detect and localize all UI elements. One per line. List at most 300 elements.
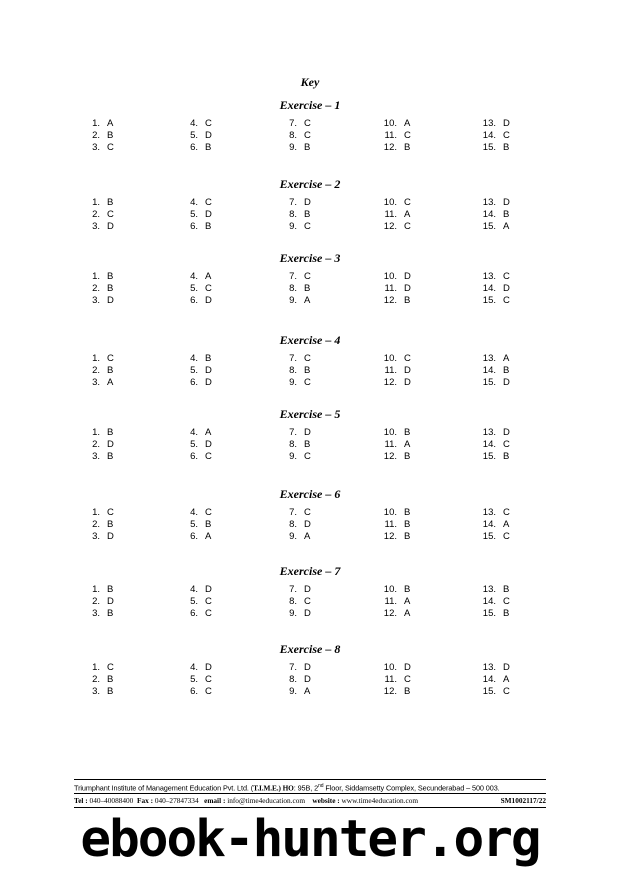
exercise-title: Exercise – 3 [279,251,341,265]
answer-column [178,507,212,543]
answer-letter: D [304,662,311,673]
answer-letter: B [404,427,411,438]
answer-letter: C [503,295,510,306]
answer-column [277,507,311,543]
question-number: 6. [190,142,198,153]
exercise-section [0,487,620,543]
answer-letter: C [205,197,212,208]
answer-row [80,295,114,307]
question-number: 6. [190,608,198,619]
answer-letter: D [503,197,510,208]
answer-row [80,118,114,130]
question-number: 1. [92,584,100,595]
question-number: 5. [190,283,198,294]
answer-row [178,142,212,154]
answer-row [277,686,311,698]
answer-letter: C [404,353,411,364]
exercise-title: Exercise – 7 [279,564,341,578]
question-number: 4. [190,197,198,208]
answer-letter: D [304,608,311,619]
exercise-title: Exercise – 2 [279,177,341,191]
answer-letter: D [205,130,212,141]
answer-letter: A [404,596,411,607]
answer-row [277,365,311,377]
answer-row [476,674,510,686]
answer-row [476,283,510,295]
answer-row [277,674,311,686]
answer-row [476,221,510,233]
question-number: 5. [190,365,198,376]
question-number: 7. [289,197,297,208]
question-number: 7. [289,271,297,282]
answer-row [80,142,114,154]
exercise-section [0,564,620,620]
answer-row [476,353,510,365]
question-number: 7. [289,507,297,518]
answer-letter: C [205,686,212,697]
answer-row [476,118,510,130]
question-number: 13. [482,507,496,518]
answer-letter: C [205,608,212,619]
question-number: 13. [482,118,496,129]
answer-row [476,596,510,608]
answer-row [377,519,410,531]
answer-letter: C [404,674,411,685]
question-number: 10. [383,662,397,673]
answer-row [377,531,410,543]
answer-row [80,130,114,142]
answer-row [476,451,510,463]
answer-row [178,221,212,233]
answer-row [377,283,411,295]
tel-label: Tel : [74,796,88,805]
question-number: 6. [190,451,198,462]
institute-name: Triumphant Institute of Management Education Pvt. Ltd. ( [74,783,254,793]
answer-letter: C [404,197,411,208]
answer-letter: D [503,427,510,438]
answer-letter: C [107,662,114,673]
website-value[interactable]: www.time4education.com [339,796,419,805]
answer-letter: D [404,271,411,282]
exercise-section [0,407,620,463]
question-number: 11. [384,130,397,141]
answer-letter: B [107,451,114,462]
question-number: 8. [289,596,297,607]
answer-row [80,221,114,233]
answer-row [277,608,311,620]
answer-letter: D [404,283,411,294]
answer-row [377,662,411,674]
answer-letter: A [304,686,311,697]
answer-row [277,377,311,389]
answer-row [80,662,114,674]
answer-row [178,584,212,596]
answer-letter: C [205,507,212,518]
answer-letter: C [205,118,212,129]
question-number: 4. [190,507,198,518]
answer-letter: D [107,439,114,450]
answer-row [277,271,311,283]
answer-letter: B [404,686,411,697]
answer-row [277,584,311,596]
question-number: 11. [384,596,397,607]
question-number: 12. [383,531,397,542]
answer-letter: B [205,519,212,530]
answer-letter: B [205,221,212,232]
question-number: 15. [482,295,496,306]
question-number: 10. [383,118,397,129]
exercise-title: Exercise – 6 [279,487,341,501]
answer-row [277,353,311,365]
question-number: 10. [383,197,397,208]
answer-grid [0,353,620,389]
question-number: 10. [383,353,397,364]
answer-row [377,608,410,620]
answer-grid [0,427,620,463]
question-number: 10. [383,271,397,282]
question-number: 5. [190,519,198,530]
answer-row [178,271,212,283]
answer-row [377,295,411,307]
answer-column [476,271,510,307]
answer-row [178,507,212,519]
answer-column [377,662,411,698]
question-number: 10. [383,427,397,438]
answer-letter: C [304,377,311,388]
answer-row [476,531,510,543]
question-number: 4. [190,118,198,129]
answer-letter: D [205,584,212,595]
answer-letter: B [404,451,411,462]
answer-row [476,439,510,451]
tel-value: 040–40088400 [87,796,134,805]
answer-column [178,271,212,307]
question-number: 13. [482,353,496,364]
answer-letter: C [304,271,311,282]
answer-letter: C [205,283,212,294]
question-number: 14. [482,365,496,376]
answer-row [377,439,410,451]
question-number: 12. [383,142,397,153]
question-number: 7. [289,427,297,438]
answer-row [80,596,114,608]
answer-letter: D [205,295,212,306]
answer-letter: D [503,662,510,673]
answer-column [377,353,411,389]
answer-letter: B [404,584,411,595]
answer-column [277,353,311,389]
answer-letter: B [107,283,114,294]
answer-letter: D [107,295,114,306]
exercise-section [0,98,620,154]
question-number: 3. [92,295,100,306]
answer-row [178,596,212,608]
answer-row [377,365,411,377]
answer-letter: B [404,531,411,542]
question-number: 4. [190,584,198,595]
answer-letter: D [205,662,212,673]
answer-row [178,365,212,377]
answer-row [377,209,411,221]
answer-column [277,118,311,154]
answer-column [476,584,510,620]
answer-column [377,271,411,307]
question-number: 15. [482,451,496,462]
answer-row [80,197,114,209]
answer-row [178,295,212,307]
answer-letter: B [107,427,114,438]
answer-row [377,427,410,439]
question-number: 10. [383,507,397,518]
exercise-title: Exercise – 5 [279,407,341,421]
answer-row [277,662,311,674]
answer-letter: A [107,118,114,129]
question-number: 5. [190,209,198,220]
answer-row [178,353,212,365]
question-number: 10. [383,584,397,595]
answer-row [80,608,114,620]
answer-letter: B [304,209,311,220]
answer-row [377,377,411,389]
answer-row [80,283,114,295]
question-number: 7. [289,353,297,364]
answer-column [178,662,212,698]
question-number: 15. [482,531,496,542]
answer-row [178,686,212,698]
question-number: 1. [92,197,100,208]
answer-row [80,209,114,221]
answer-letter: D [304,674,311,685]
question-number: 3. [92,221,100,232]
answer-row [80,353,114,365]
email-label: email : [204,796,226,805]
answer-row [178,519,212,531]
answer-row [80,507,114,519]
answer-letter: C [304,221,311,232]
website-label: website : [312,796,340,805]
question-number: 4. [190,427,198,438]
question-number: 13. [482,427,496,438]
question-number: 8. [289,365,297,376]
answer-row [178,451,212,463]
answer-row [178,439,212,451]
answer-letter: D [107,221,114,232]
question-number: 15. [482,608,496,619]
answer-letter: B [304,283,311,294]
answer-column [277,197,311,233]
question-number: 4. [190,271,198,282]
answer-letter: C [503,439,510,450]
answer-row [277,118,311,130]
answer-letter: B [503,365,510,376]
answer-letter: D [107,531,114,542]
answer-row [476,662,510,674]
answer-column [476,197,510,233]
answer-row [377,118,411,130]
answer-column [277,427,311,463]
answer-row [80,427,114,439]
answer-column [277,584,311,620]
answer-row [178,662,212,674]
answer-row [377,596,410,608]
watermark: ebook-hunter.org [80,810,540,869]
answer-row [476,130,510,142]
answer-row [277,142,311,154]
answer-row [377,130,411,142]
question-number: 9. [289,451,297,462]
question-number: 8. [289,439,297,450]
answer-row [277,451,311,463]
answer-row [277,130,311,142]
answer-row [277,209,311,221]
answer-letter: A [107,377,114,388]
question-number: 14. [482,674,496,685]
question-number: 14. [482,283,496,294]
answer-letter: A [404,439,411,450]
question-number: 11. [384,674,397,685]
answer-row [80,439,114,451]
answer-column [80,353,114,389]
footer-address-line [74,780,546,793]
answer-letter: D [304,584,311,595]
answer-row [277,221,311,233]
answer-letter: B [107,674,114,685]
answer-letter: C [304,507,311,518]
answer-letter: C [404,130,411,141]
answer-row [377,584,410,596]
answer-column [377,427,410,463]
question-number: 1. [92,118,100,129]
question-number: 15. [482,686,496,697]
question-number: 5. [190,439,198,450]
email-value[interactable]: info@time4education.com [225,796,306,805]
answer-letter: C [304,118,311,129]
answer-letter: D [205,377,212,388]
answer-letter: C [304,451,311,462]
question-number: 9. [289,531,297,542]
question-number: 14. [482,596,496,607]
answer-letter: B [404,142,411,153]
answer-column [178,353,212,389]
exercise-section [0,333,620,389]
question-number: 13. [482,271,496,282]
question-number: 2. [92,209,100,220]
question-number: 3. [92,451,100,462]
answer-letter: B [107,271,114,282]
answer-letter: B [107,365,114,376]
answer-row [377,142,411,154]
question-number: 12. [383,686,397,697]
question-number: 12. [383,451,397,462]
answer-row [178,608,212,620]
answer-column [80,662,114,698]
answer-letter: C [205,451,212,462]
answer-row [178,427,212,439]
answer-letter: A [205,427,212,438]
footer-contact-line [74,793,546,807]
address-rest: Floor, Siddamsetty Complex, Secunderabad – 500 003. [323,783,500,793]
answer-row [178,377,212,389]
answer-row [476,365,510,377]
answer-column [476,118,510,154]
question-number: 11. [384,365,397,376]
question-number: 2. [92,674,100,685]
answer-column [476,353,510,389]
answer-letter: A [205,271,212,282]
answer-letter: C [503,271,510,282]
answer-letter: B [205,353,212,364]
answer-row [277,439,311,451]
question-number: 12. [383,295,397,306]
answer-row [178,197,212,209]
question-number: 12. [383,377,397,388]
question-number: 2. [92,596,100,607]
question-number: 13. [482,584,496,595]
answer-letter: D [107,596,114,607]
exercise-title: Exercise – 8 [279,642,341,656]
question-number: 6. [190,531,198,542]
answer-letter: A [404,118,411,129]
answer-row [178,283,212,295]
answer-letter: B [503,584,510,595]
answer-letter: A [404,608,411,619]
question-number: 14. [482,439,496,450]
answer-column [277,271,311,307]
answer-column [178,427,212,463]
answer-row [178,531,212,543]
answer-row [377,271,411,283]
answer-letter: D [404,365,411,376]
answer-letter: B [404,507,411,518]
question-number: 9. [289,377,297,388]
answer-row [377,674,411,686]
question-number: 8. [289,519,297,530]
answer-column [178,584,212,620]
question-number: 4. [190,662,198,673]
answer-letter: C [503,596,510,607]
answer-letter: C [503,531,510,542]
question-number: 14. [482,130,496,141]
answer-letter: C [503,130,510,141]
answer-letter: B [404,519,411,530]
question-number: 6. [190,377,198,388]
answer-letter: C [404,221,411,232]
answer-row [476,686,510,698]
question-number: 7. [289,584,297,595]
answer-column [80,271,114,307]
contact-info [74,794,418,807]
answer-row [476,295,510,307]
answer-letter: B [304,439,311,450]
answer-row [277,531,311,543]
question-number: 9. [289,142,297,153]
answer-column [476,427,510,463]
question-number: 7. [289,662,297,673]
answer-letter: A [404,209,411,220]
answer-row [476,142,510,154]
answer-letter: A [205,531,212,542]
answer-row [178,130,212,142]
footer [74,779,546,808]
question-number: 2. [92,130,100,141]
answer-letter: D [304,197,311,208]
answer-column [178,118,212,154]
exercise-section [0,642,620,698]
answer-letter: C [205,596,212,607]
answer-letter: C [503,507,510,518]
answer-row [377,451,410,463]
answer-column [80,118,114,154]
